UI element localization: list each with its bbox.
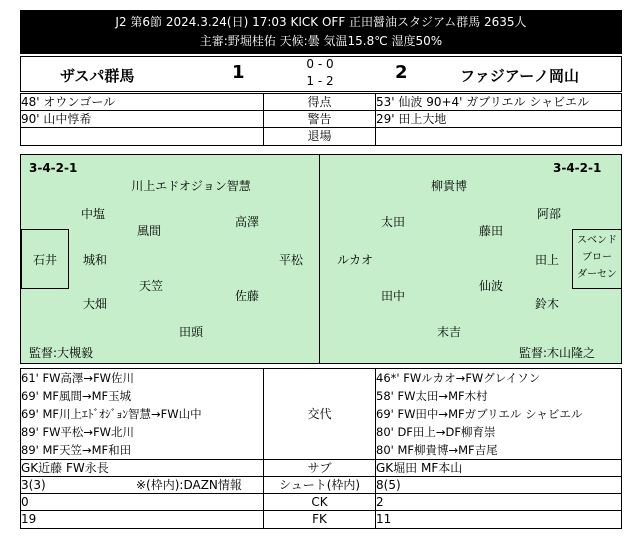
ck-away: 2 — [375, 493, 622, 511]
match-header — [20, 10, 622, 54]
home-player-mid-left: 城和 — [82, 253, 108, 267]
home-sub-1: 61' FW高澤→FW佐川 — [21, 371, 135, 385]
home-player-lwb: 中塩 — [80, 207, 106, 221]
ck-label: CK — [263, 493, 376, 511]
subs-label: 交代 — [307, 407, 332, 421]
away-subs-cell — [375, 368, 622, 460]
away-sub-1: 46*' FWルカオ→FWグレイソン — [376, 371, 541, 385]
shots-note: ※(枠内):DAZN情報 — [136, 478, 242, 492]
home-sub-3: 69' MF川上ｴﾄﾞｵｼﾞｮﾝ智慧→FW山中 — [21, 407, 202, 421]
away-sub-3: 69' FW田中→MFガブリエル シャビエル — [376, 407, 583, 421]
home-sub-2: 69' MF風間→MF玉城 — [21, 389, 132, 403]
away-player-gk-line3: ダーセン — [577, 269, 617, 280]
home-player-am-left: 風間 — [136, 224, 162, 238]
second-half-score: 1 - 2 — [306, 74, 334, 88]
fk-away: 11 — [375, 510, 622, 529]
away-bench-cell: GK堀田 MF本山 — [375, 459, 622, 477]
fk-home: 19 — [20, 510, 264, 529]
away-player-gk-line2: ブロー — [582, 252, 612, 263]
home-subs-cell — [20, 368, 264, 460]
home-card-cell: 90' 山中惇希 — [20, 110, 264, 128]
home-score: 1 — [232, 62, 245, 83]
away-team-name: ファジアーノ岡山 — [460, 67, 579, 85]
match-info: J2 第6節 2024.3.24(日) 17:03 KICK OFF 正田醤油スタジアム群馬 2635人 — [115, 15, 527, 29]
home-team-name: ザスパ群馬 — [60, 67, 135, 85]
home-sendoff-cell — [20, 127, 264, 146]
shots-label: シュート(枠内) — [263, 476, 376, 494]
home-sub-5: 89' MF天笠→MF和田 — [21, 443, 132, 457]
away-sub-4: 80' DF田上→DF柳育崇 — [376, 425, 496, 439]
referee-weather: 主審:野堀桂佑 天候:曇 気温15.8℃ 湿度50% — [199, 34, 443, 48]
away-player-df-left: 田中 — [380, 289, 406, 303]
shots-away: 8(5) — [375, 476, 622, 494]
home-manager: 監督:大槻毅 — [29, 346, 94, 360]
away-player-df-right: 鈴木 — [534, 297, 560, 311]
home-sub-4: 89' FW平松→FW北川 — [21, 425, 135, 439]
card-label: 警告 — [263, 110, 376, 128]
goal-label: 得点 — [263, 93, 376, 111]
away-player-am-right: 阿部 — [536, 207, 562, 221]
subs-label-cell — [263, 368, 376, 460]
away-player-mid-center: 仙波 — [478, 279, 504, 293]
away-sendoff-cell — [375, 127, 622, 146]
home-bench-cell: GK近藤 FW永長 — [20, 459, 264, 477]
home-player-rwb: 平松 — [278, 253, 304, 267]
home-player-mid-right: 佐藤 — [234, 289, 260, 303]
away-player-fw: 柳貴博 — [430, 179, 468, 193]
home-player-gk: 石井 — [32, 253, 58, 267]
first-half-score: 0 - 0 — [306, 57, 334, 71]
away-goal-cell: 53' 仙波 90+4' ガブリエル シャビエル — [375, 93, 622, 111]
home-player-am-right: 高澤 — [234, 215, 260, 229]
away-player-mid-center-top: 藤田 — [478, 224, 504, 238]
home-formation: 3-4-2-1 — [29, 161, 78, 175]
shots-home: 3(3) — [21, 478, 46, 492]
bench-label: サブ — [263, 459, 376, 477]
away-formation: 3-4-2-1 — [553, 161, 602, 175]
ck-home: 0 — [20, 493, 264, 511]
center-line — [319, 155, 320, 363]
home-player-fw: 川上エドオジョン智慧 — [131, 179, 251, 193]
home-player-mid-center: 天笠 — [138, 279, 164, 293]
home-goal-cell: 48' オウンゴール — [20, 93, 264, 111]
away-player-lwb: ルカオ — [336, 253, 374, 267]
home-player-df-center: 田頭 — [178, 325, 204, 339]
away-player-df-center: 末吉 — [436, 325, 462, 339]
away-card-cell: 29' 田上大地 — [375, 110, 622, 128]
home-player-df-left: 大畑 — [82, 297, 108, 311]
away-player-rwb: 田上 — [534, 253, 560, 267]
away-sub-2: 58' FW太田→MF木村 — [376, 389, 488, 403]
away-player-am-left: 太田 — [380, 215, 406, 229]
away-sub-5: 80' MF柳貴博→MF吉尾 — [376, 443, 498, 457]
fk-label: FK — [263, 510, 376, 529]
sendoff-label: 退場 — [263, 127, 376, 146]
away-player-gk-line1: スベンド — [577, 235, 617, 246]
shots-home-cell — [20, 476, 264, 494]
away-manager: 監督:木山隆之 — [519, 346, 596, 360]
away-score: 2 — [395, 62, 408, 83]
pitch — [20, 154, 622, 364]
